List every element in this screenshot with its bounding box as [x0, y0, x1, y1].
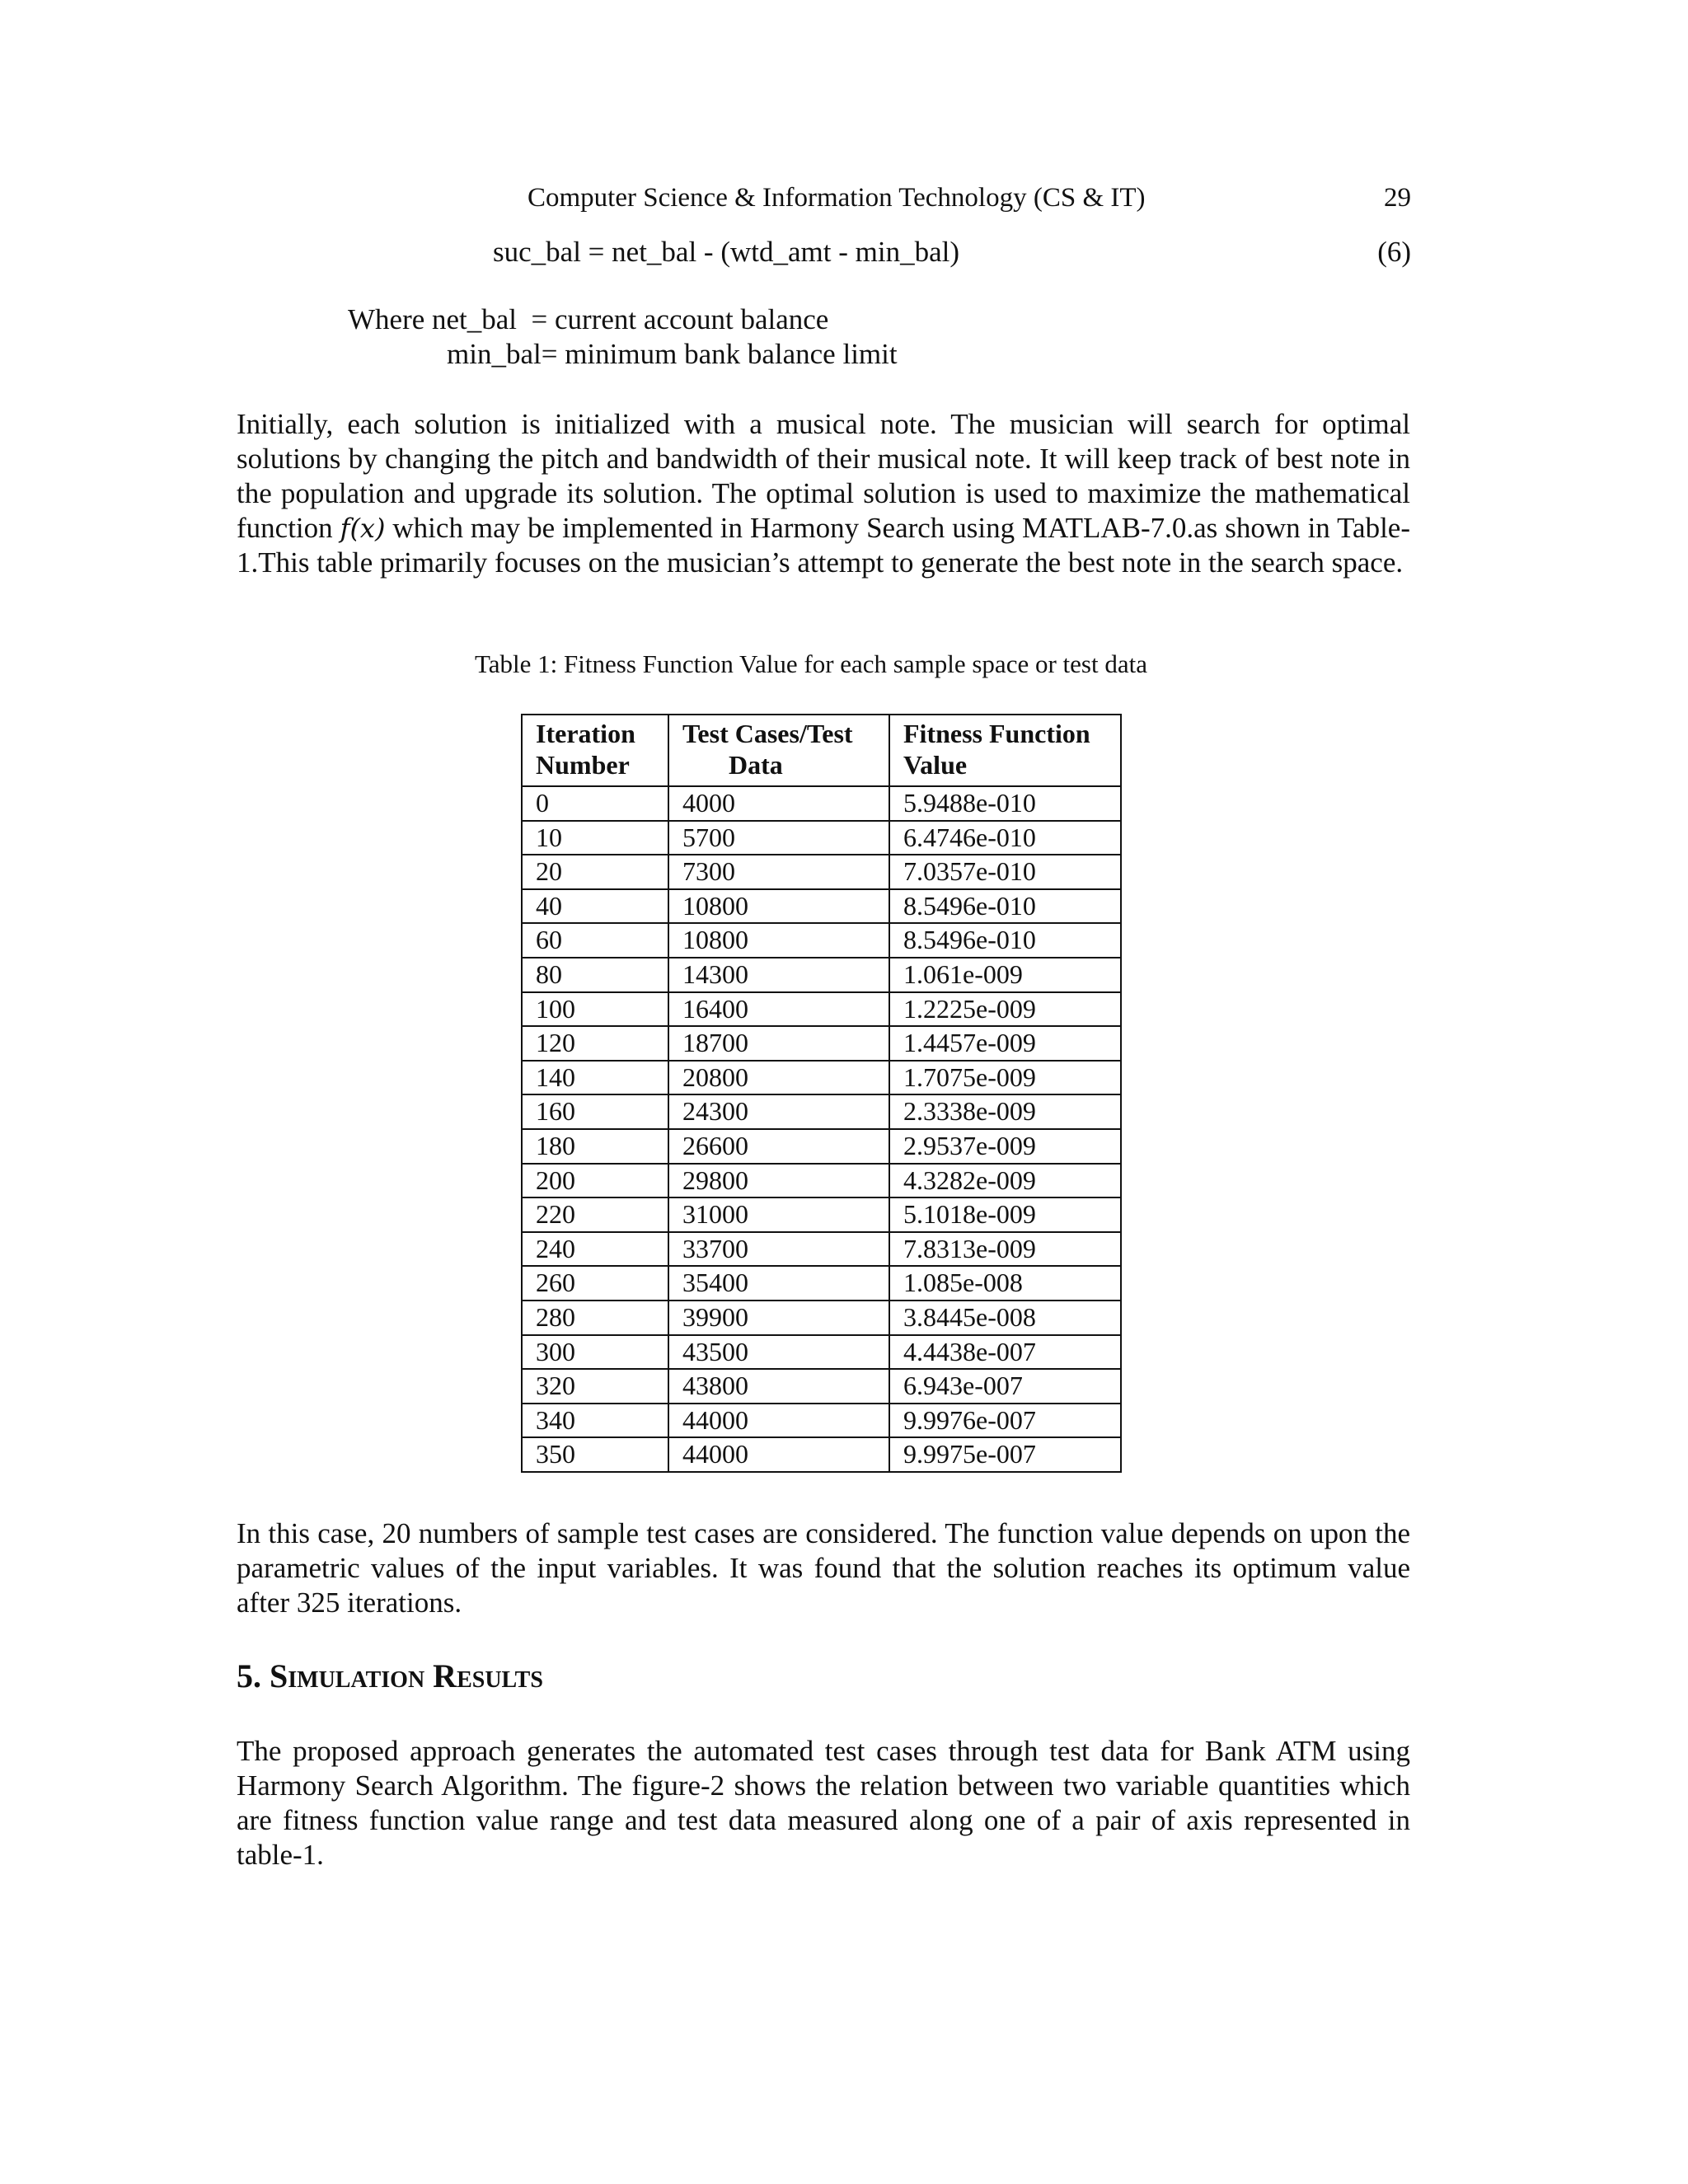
cell-iteration: 40: [522, 889, 668, 924]
cell-iteration: 0: [522, 786, 668, 821]
cell-iteration: 80: [522, 958, 668, 992]
paragraph-intro-text-a: Initially, each solution is initialized with a musical note. The musician will search for optimal solutions by changing the pitch and bandwidth of their musical note. It will keep track of best note in the population and upgrade its solution. The optimal solution is used to maximize the mathematical function: [237, 408, 1410, 544]
table-row: [522, 1232, 1121, 1267]
header-fitness-value: [889, 715, 1121, 786]
table-caption: [0, 649, 1688, 679]
cell-test-data: 24300: [668, 1094, 889, 1129]
table-row: [522, 1197, 1121, 1232]
cell-test-data: 14300: [668, 958, 889, 992]
cell-test-data: 43800: [668, 1369, 889, 1404]
header-text: Data: [729, 750, 783, 780]
paragraph-intro-text-b: which may be implemented in Harmony Search using MATLAB-7.0.as shown in Table-1.This table primarily focuses on the musician’s attempt to generate the best note in the search space.: [237, 512, 1410, 579]
table-caption-text: Table 1: Fitness Function Value for each sample space or test data: [475, 649, 1147, 678]
cell-test-data: 39900: [668, 1301, 889, 1335]
cell-fitness: 8.5496e-010: [889, 923, 1121, 958]
cell-test-data: 20800: [668, 1061, 889, 1095]
cell-fitness: 1.085e-008: [889, 1266, 1121, 1301]
table-row: [522, 889, 1121, 924]
cell-iteration: 280: [522, 1301, 668, 1335]
cell-test-data: 35400: [668, 1266, 889, 1301]
cell-iteration: 350: [522, 1437, 668, 1472]
cell-iteration: 120: [522, 1026, 668, 1061]
cell-iteration: 220: [522, 1197, 668, 1232]
paragraph-simulation: The proposed approach generates the automated test cases through test data for Bank ATM using Harmony Search Algorithm. The figure-2 shows the relation between two variable quantities which are fitness function value range and test data measured along one of a pair of axis represented in table-1.: [237, 1735, 1410, 1871]
cell-test-data: 16400: [668, 992, 889, 1027]
cell-test-data: 44000: [668, 1437, 889, 1472]
cell-test-data: 5700: [668, 821, 889, 855]
cell-test-data: 10800: [668, 889, 889, 924]
table-row: [522, 923, 1121, 958]
table-row: [522, 1164, 1121, 1198]
table-row: [522, 1026, 1121, 1061]
paragraph-results-note: In this case, 20 numbers of sample test cases are considered. The function value depends on upon the parametric values of the input variables. It was found that the solution reaches its optimum value after 325 iterations.: [237, 1517, 1410, 1619]
header-iteration-number: [522, 715, 668, 786]
cell-fitness: 7.8313e-009: [889, 1232, 1121, 1267]
table-row: [522, 786, 1121, 821]
page-number: 29: [1384, 183, 1411, 213]
cell-iteration: 160: [522, 1094, 668, 1129]
table-row: [522, 1437, 1121, 1472]
cell-iteration: 260: [522, 1266, 668, 1301]
cell-test-data: 4000: [668, 786, 889, 821]
cell-iteration: 180: [522, 1129, 668, 1164]
cell-iteration: 240: [522, 1232, 668, 1267]
header-text: Test Cases/Test: [682, 719, 853, 748]
table-row: [522, 1266, 1121, 1301]
header-text: Value: [903, 750, 968, 780]
cell-iteration: 300: [522, 1335, 668, 1370]
table-row: [522, 1335, 1121, 1370]
table-row: [522, 855, 1121, 889]
section-heading: 5. Simulation Results: [237, 1657, 543, 1694]
cell-fitness: 2.9537e-009: [889, 1129, 1121, 1164]
cell-fitness: 1.061e-009: [889, 958, 1121, 992]
header-text: Fitness Function: [903, 719, 1090, 748]
cell-fitness: 8.5496e-010: [889, 889, 1121, 924]
cell-test-data: 7300: [668, 855, 889, 889]
cell-iteration: 60: [522, 923, 668, 958]
header-text: Number: [536, 750, 630, 780]
running-header: Computer Science & Information Technology (CS & IT): [528, 183, 1146, 213]
equation: suc_bal = net_bal - (wtd_amt - min_bal): [493, 236, 959, 268]
table-row: [522, 821, 1121, 855]
cell-iteration: 340: [522, 1404, 668, 1438]
cell-test-data: 10800: [668, 923, 889, 958]
cell-test-data: 43500: [668, 1335, 889, 1370]
cell-fitness: 4.3282e-009: [889, 1164, 1121, 1198]
fitness-table: [521, 714, 1122, 1473]
cell-fitness: 9.9975e-007: [889, 1437, 1121, 1472]
table-row: [522, 958, 1121, 992]
cell-fitness: 5.1018e-009: [889, 1197, 1121, 1232]
cell-fitness: 9.9976e-007: [889, 1404, 1121, 1438]
cell-fitness: 4.4438e-007: [889, 1335, 1121, 1370]
cell-test-data: 18700: [668, 1026, 889, 1061]
table-row: [522, 1094, 1121, 1129]
header-test-data: [668, 715, 889, 786]
cell-fitness: 6.4746e-010: [889, 821, 1121, 855]
cell-test-data: 31000: [668, 1197, 889, 1232]
table-row: [522, 992, 1121, 1027]
cell-fitness: 7.0357e-010: [889, 855, 1121, 889]
cell-iteration: 20: [522, 855, 668, 889]
cell-test-data: 26600: [668, 1129, 889, 1164]
where-line-min-bal: min_bal= minimum bank balance limit: [447, 338, 898, 370]
table-row: [522, 1404, 1121, 1438]
cell-iteration: 140: [522, 1061, 668, 1095]
cell-iteration: 320: [522, 1369, 668, 1404]
cell-fitness: 5.9488e-010: [889, 786, 1121, 821]
cell-fitness: 3.8445e-008: [889, 1301, 1121, 1335]
header-text: Iteration: [536, 719, 635, 748]
equation-number: (6): [1377, 236, 1411, 268]
where-line-net-bal: Where net_bal = current account balance: [348, 303, 829, 335]
function-fx: f(x): [340, 513, 386, 544]
cell-fitness: 2.3338e-009: [889, 1094, 1121, 1129]
cell-fitness: 1.2225e-009: [889, 992, 1121, 1027]
cell-test-data: 44000: [668, 1404, 889, 1438]
cell-fitness: 1.4457e-009: [889, 1026, 1121, 1061]
cell-fitness: 1.7075e-009: [889, 1061, 1121, 1095]
table-row: [522, 1301, 1121, 1335]
table-row: [522, 1129, 1121, 1164]
cell-iteration: 200: [522, 1164, 668, 1198]
cell-test-data: 33700: [668, 1232, 889, 1267]
cell-fitness: 6.943e-007: [889, 1369, 1121, 1404]
cell-iteration: 10: [522, 821, 668, 855]
paragraph-intro: [237, 407, 1410, 580]
cell-test-data: 29800: [668, 1164, 889, 1198]
table-row: [522, 1061, 1121, 1095]
table-row: [522, 1369, 1121, 1404]
table-body: [522, 786, 1121, 1472]
cell-iteration: 100: [522, 992, 668, 1027]
table-header-row: [522, 715, 1121, 786]
